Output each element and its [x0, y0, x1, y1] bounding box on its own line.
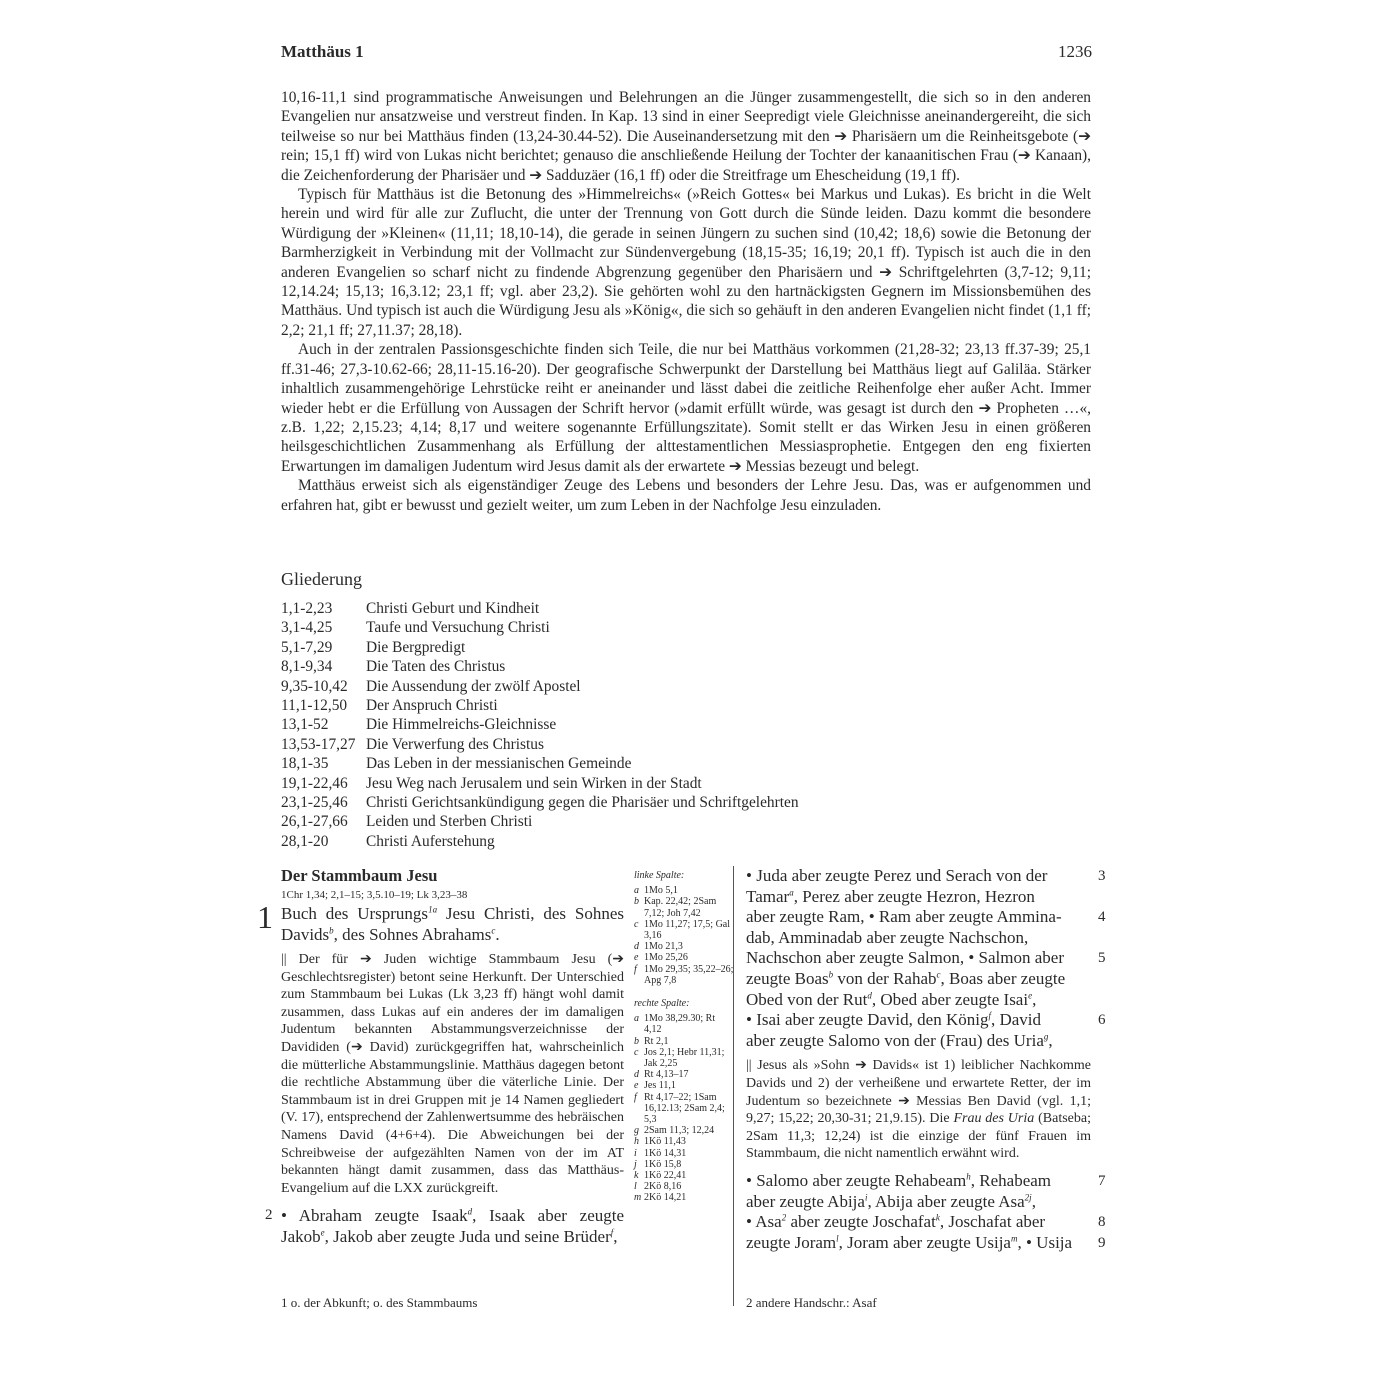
- outline-title: Das Leben in der messianischen Gemeinde: [366, 755, 632, 773]
- ref-letter: k: [634, 1170, 639, 1182]
- commentary-note: || Der für ➔ Juden wichtige Stammbaum Jesu (➔ Geschlechtsregister) betont seine Herkunft. Der Unterschied zum Stammbaum bei Lukas (Lk 3,23 ff) hängt wohl damit zusammen, dass Lukas auf ein anderes der im damaligen Judentum bekannten Abstammungsverzeichnisse der Davididen (➔ David) zurückgegriffen hat, wahrscheinlich die mütterliche Abstammungslinie. Matthäus dagegen betont die rechtliche Abstammung über die väterliche Linie. Der Stammbaum ist in drei Gruppen mit je 14 Namen gegliedert (V. 17), entsprechend der Zahlenwertsumme des hebräischen Namens David (4+6+4). Die Abweichungen bei der Schreibweise der aufgezählten Namen von der im AT bekannten hängt damit zusammen, dass das Matthäus-Evangelium auf die LXX zurückgreift.: [281, 952, 624, 1196]
- outline-title: Christi Auferstehung: [366, 832, 495, 850]
- cross-reference: [634, 952, 734, 963]
- outline-item: [281, 793, 799, 812]
- outline-title: Christi Geburt und Kindheit: [366, 600, 540, 617]
- intro-paragraph: Matthäus erweist sich als eigenständiger Zeuge des Lebens und besonders der Lehre Jesu. Das, was er aufgenommen und erfahren hat, gibt er bewusst und gezielt weiter, um zum Leben in der Nachfolge Jesu einzuladen.: [281, 477, 1091, 514]
- right-refs-list: [634, 1013, 734, 1203]
- intro-text: [281, 88, 1091, 515]
- outline-ref: 26,1-27,66: [281, 813, 348, 831]
- section-title: Der Stammbaum Jesu: [281, 866, 438, 885]
- column-divider: [733, 866, 734, 1306]
- outline-item: [281, 812, 799, 831]
- outline-item: [281, 832, 799, 851]
- cross-reference: [634, 1080, 734, 1091]
- outline-ref: 1,1-2,23: [281, 600, 333, 617]
- outline-item: [281, 774, 799, 793]
- verse-number: 9: [1098, 1234, 1106, 1251]
- verse-number: 6: [1098, 1012, 1106, 1029]
- verse-2: 2 • Abraham zeugte Isaak$^d$, Isaak aber zeugte Jakob$^e$, Jakob aber zeugte Juda und seine Brüder$^f$,: [265, 1206, 625, 1247]
- intro-paragraph: Auch in der zentralen Passionsgeschichte finden sich Teile, die nur bei Matthäus vorkommen (21,28-32; 23,13 ff.37-39; 25,1 ff.31-46; 27,3-10.62-66; 28,11-15.16-20). Der geografische Schwerpunkt der Darstellung bei Matthäus liegt auf Galiläa. Stärker inhaltlich zusammengehörige Lehrstücke reiht er aneinander und lässt dabei die zeitliche Reihenfolge eher außer Acht. Immer wieder hebt er die Erfüllung von Aussagen der Schrift hervor (»damit erfüllt würde, was gesagt ist durch den ➔ Propheten …«, z.B. 1,22; 2,15.23; 4,14; 8,17 und weitere sogenannte Erfüllungszitate). Somit stellt er das Wirken Jesu in einen größeren heilsgeschichtlichen Zusammenhang als Erfüllung der alttestamentlichen Messiasprophetie. Entgegen den eng fixierten Erwartungen im damaligen Judentum wird Jesus damit als der erwartete ➔ Messias bezeugt und belegt.: [281, 341, 1091, 475]
- ref-text: 1Mo 25,26: [644, 952, 688, 964]
- parallel-references: 1Chr 1,34; 2,1–15; 3,5.10–19; Lk 3,23–38: [281, 889, 468, 901]
- ref-letter: d: [634, 1069, 639, 1081]
- verse-number: 5: [1098, 950, 1106, 967]
- cross-reference: [634, 896, 734, 918]
- outline-title: Die Aussendung der zwölf Apostel: [366, 677, 581, 695]
- outline-item: [281, 618, 799, 637]
- ref-letter: e: [634, 1080, 639, 1092]
- outline-title: Christi Gerichtsankündigung gegen die Pharisäer und Schriftgelehrten: [366, 794, 799, 812]
- ref-text: Jos 2,1; Hebr 11,31; Jak 2,25: [644, 1046, 725, 1070]
- cross-reference: [634, 885, 734, 896]
- outline-title: Die Taten des Christus: [366, 658, 506, 676]
- cross-reference: [634, 1013, 734, 1035]
- outline-title: Leiden und Sterben Christi: [366, 813, 533, 831]
- cross-reference-column: [634, 870, 734, 1204]
- ref-text: 1Kö 15,8: [644, 1158, 682, 1170]
- outline-item: [281, 638, 799, 657]
- ref-letter: c: [634, 918, 639, 930]
- ref-letter: i: [634, 1147, 637, 1159]
- cross-reference: [634, 1148, 734, 1159]
- cross-reference: [634, 1192, 734, 1203]
- outline-title: Der Anspruch Christi: [366, 697, 498, 715]
- footnote-marker[interactable]: b: [329, 925, 334, 936]
- outline-ref: 13,53-17,27: [281, 735, 356, 753]
- verses-3-6: • Juda aber zeugte Perez und Serach von der 3 Tamar$^a$, Perez aber zeugte Hezron, Hezron aber zeugte Ram, • Ram aber zeugte Ammina- 4 dab, Amminadab aber zeugte Nachschon, Nachschon aber zeugte Salmon, • Salmon aber 5 zeugte Boas$^b$ von der Rahab$^c$, Boas aber zeugte Obed von der Rut$^d$, Obed aber zeugte Isai$^e$, • Isai aber zeugte David, den König$^f$, David 6 aber zeugte Salomo von der (Frau) des Uria$^g$,: [746, 866, 1106, 1050]
- ref-letter: m: [634, 1192, 642, 1204]
- ref-letter: b: [634, 896, 639, 908]
- cross-reference: [634, 1181, 734, 1192]
- ref-letter: b: [634, 1035, 639, 1047]
- footnote-right: 2 andere Handschr.: Asaf: [746, 1295, 877, 1310]
- footnote-marker[interactable]: f: [610, 1227, 614, 1238]
- outline-item: [281, 599, 799, 618]
- ref-letter: e: [634, 952, 639, 964]
- footnote-left: 1 o. der Abkunft; o. des Stammbaums: [281, 1295, 478, 1310]
- outline-item: [281, 677, 799, 696]
- outline-title: Die Himmelreichs-Gleichnisse: [366, 716, 557, 734]
- ref-letter: l: [634, 1181, 637, 1193]
- outline-title: Jesu Weg nach Jerusalem und sein Wirken in der Stadt: [366, 774, 702, 792]
- ref-text: 1Mo 5,1: [644, 885, 678, 897]
- ref-text: 1Mo 11,27; 17,5; Gal 3,16: [644, 918, 731, 942]
- ref-letter: a: [634, 1013, 639, 1025]
- outline-ref: 28,1-20: [281, 832, 329, 850]
- footnote-marker[interactable]: d: [467, 1206, 473, 1217]
- right-refs-label: rechte Spalte:: [634, 998, 690, 1010]
- outline-ref: 13,1-52: [281, 716, 329, 734]
- ref-text: 1Kö 22,41: [644, 1170, 687, 1182]
- footnote-marker[interactable]: c: [491, 925, 496, 936]
- ref-letter: f: [634, 1091, 637, 1103]
- outline-title: Die Verwerfung des Christus: [366, 735, 544, 753]
- outline-ref: 19,1-22,46: [281, 774, 348, 792]
- ref-text: Rt 2,1: [644, 1035, 669, 1047]
- cross-reference: [634, 919, 734, 941]
- cross-reference: [634, 1159, 734, 1170]
- verses-7-9: • Salomo aber zeugte Rehabeam$^h$, Rehabeam 7 aber zeugte Abija$^i$, Abija aber zeugte Asa$^{2j}$, • Asa$^2$ aber zeugte Joschafat$^k$, Joschafat aber 8 zeugte Joram$^l$, Joram aber zeugte Usija$^m$, • Usija 9: [746, 1170, 1106, 1252]
- page-number: 1236: [1058, 42, 1092, 61]
- verse-number: 4: [1098, 909, 1106, 926]
- commentary-note: || Jesus als »Sohn ➔ Davids« ist 1) leiblicher Nachkomme Davids und 2) der verheißene und erwartete Retter, der im Judentum so bezeichnete ➔ Messias Ben David (vgl. 1,1; 9,27; 15,22; 20,30-31; 21,9.15). Die Frau des Uria (Batseba; 2Sam 11,3; 12,24) ist die einzige der fünf Frauen im Stammbaum, die nicht namentlich erwähnt wird.: [746, 1058, 1091, 1162]
- outline-ref: 8,1-9,34: [281, 658, 333, 676]
- ref-text: Kap. 22,42; 2Sam 7,12; Joh 7,42: [644, 896, 717, 919]
- outline-title: Die Bergpredigt: [366, 638, 466, 656]
- outline-ref: 11,1-12,50: [281, 697, 348, 715]
- intro-paragraph: Typisch für Matthäus ist die Betonung des »Himmelreichs« (»Reich Gottes« bei Markus und Lukas). Es bricht in die Welt herein und wird für alle zur Zuflucht, die unter der Trennung von Gott durch die Sünde leiden. Dazu kommt die besondere Würdigung der »Kleinen« (11,11; 18,10-14), die gerade in seinen Jüngern zu suchen sind (10,42; 18,6) sowie die Betonung der Barmherzigkeit in Verbindung mit der Vollmacht zur Sündenvergebung (18,15-35; 16,19; 20,1 ff). Typisch ist auch die in den anderen Evangelien so scharf nicht zu findende Abgrenzung gegenüber den Pharisäern und ➔ Schriftgelehrten (3,7-12; 9,11; 12,14.24; 15,13; 16,3.12; 23,1 ff; vgl. aber 23,2). Sie gehörten wohl zu den hartnäckigsten Gegnern im Missionsbemühen des Matthäus. Und typisch ist auch die Würdigung Jesu als »König«, die sich so gehäuft in den anderen Evangelien nicht findet (1,1 ff; 2,2; 21,1 ff; 27,11.37; 28,18).: [281, 186, 1091, 339]
- verse-number: 7: [1098, 1172, 1106, 1189]
- outline-ref: 5,1-7,29: [281, 638, 333, 656]
- cross-reference: [634, 1092, 734, 1126]
- cross-reference: [634, 1170, 734, 1181]
- outline-ref: 9,35-10,42: [281, 677, 348, 695]
- cross-reference: [634, 1125, 734, 1136]
- verse-number: 8: [1098, 1214, 1106, 1231]
- footnote-marker[interactable]: 1a: [428, 904, 438, 915]
- left-refs-label: linke Spalte:: [634, 870, 685, 881]
- verse-number: 3: [1098, 868, 1106, 884]
- ref-letter: f: [634, 963, 637, 975]
- ref-text: 1Mo 38,29.30; Rt 4,12: [644, 1013, 716, 1036]
- outline-heading: Gliederung: [281, 569, 362, 589]
- ref-text: Jes 11,1: [644, 1080, 676, 1092]
- footnote-marker[interactable]: e: [320, 1227, 325, 1238]
- ref-text: 1Mo 21,3: [644, 941, 683, 953]
- ref-text: 1Kö 11,43: [644, 1136, 686, 1148]
- ref-text: 2Sam 11,3; 12,24: [644, 1125, 715, 1137]
- ref-text: Rt 4,13–17: [644, 1069, 689, 1081]
- ref-letter: j: [634, 1158, 637, 1170]
- cross-reference: [634, 1047, 734, 1069]
- intro-paragraph: 10,16-11,1 sind programmatische Anweisungen und Belehrungen an die Jünger zusammengestellt, die sich so in den anderen Evangelien nur ansatzweise und verstreut finden. In Kap. 13 sind in einer Seepredigt viele Gleichnisse aneinandergereiht, die sich teilweise so nur bei Matthäus finden (13,24-30.44-52). Die Auseinandersetzung mit den ➔ Pharisäern um die Reinheitsgebote (➔ rein; 15,1 ff) wird von Lukas nicht berichtet; genauso die anschließende Heilung der Tochter der kanaanitischen Frau (➔ Kanaan), die Zeichenforderung der Pharisäer und ➔ Sadduzäer (16,1 ff) oder die Streitfrage um Ehescheidung (19,1 ff).: [281, 89, 1091, 184]
- outline-item: [281, 754, 799, 773]
- outline-title: Taufe und Versuchung Christi: [366, 619, 550, 637]
- ref-letter: c: [634, 1046, 639, 1058]
- cross-reference: [634, 1136, 734, 1147]
- ref-letter: a: [634, 885, 639, 897]
- outline-list: [281, 599, 799, 851]
- outline-item: [281, 735, 799, 754]
- ref-letter: g: [634, 1125, 639, 1137]
- outline-ref: 3,1-4,25: [281, 619, 333, 637]
- cross-reference: [634, 964, 734, 986]
- right-text-column: [746, 866, 1106, 1253]
- verse-number: 2: [265, 1207, 273, 1224]
- outline-item: [281, 696, 799, 715]
- ref-text: 2Kö 8,16: [644, 1181, 682, 1193]
- chapter-number: 1: [257, 899, 273, 935]
- ref-text: 2Kö 14,21: [644, 1192, 687, 1204]
- outline-ref: 23,1-25,46: [281, 794, 348, 812]
- ref-text: 1Kö 14,31: [644, 1147, 687, 1159]
- ref-letter: d: [634, 941, 639, 953]
- cross-reference: [634, 1036, 734, 1047]
- outline-item: [281, 715, 799, 734]
- ref-text: 1Mo 29,35; 35,22–26; Apg 7,8: [644, 963, 734, 986]
- left-text-column: [257, 866, 625, 1247]
- cross-reference: [634, 941, 734, 952]
- ref-letter: h: [634, 1136, 639, 1148]
- left-refs-list: [634, 885, 734, 986]
- ref-text: Rt 4,17–22; 1Sam 16,12.13; 2Sam 2,4; 5,3: [644, 1091, 725, 1126]
- cross-reference: [634, 1069, 734, 1080]
- running-title: Matthäus 1: [281, 42, 364, 61]
- outline-ref: 18,1-35: [281, 755, 329, 773]
- verse-1: 1 Buch des Ursprungs$^{1a}$ Jesu Christi, des Sohnes Davids$^b$, des Sohnes Abrahams$^c$.: [257, 899, 624, 944]
- outline-item: [281, 657, 799, 676]
